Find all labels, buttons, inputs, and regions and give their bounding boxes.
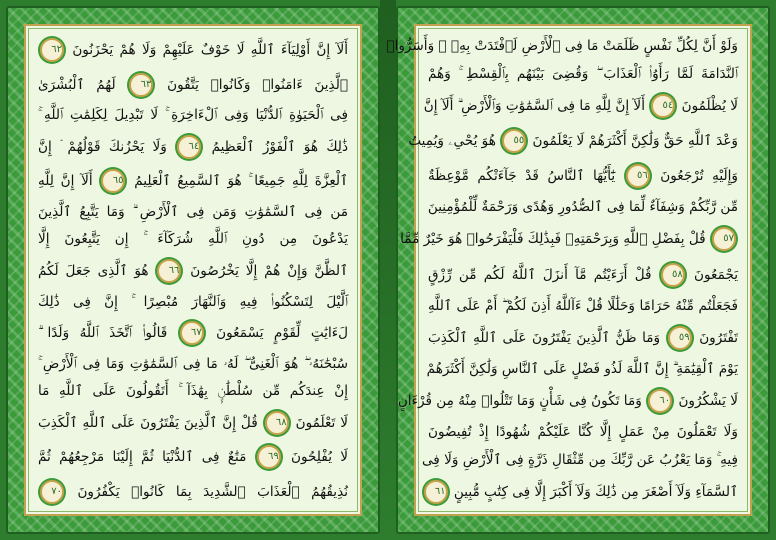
verse-line: مَن فِى ٱلسَّمَٰوَٰتِ وَمَن فِى ٱلْأَرْضِ ۗ وَمَا يَتَّبِعُ ٱلَّذِينَ [38, 203, 348, 220]
ayah-number-marker: ٥٨ [661, 263, 685, 287]
verse-line: مِّن رَّبِّكُمْ وَشِفَآءٌ لِّمَا فِى ٱلصُّدُورِ وَهُدًى وَرَحْمَةٌ لِّلْمُؤْمِنِينَ [427, 199, 738, 216]
verse-line: يَجْمَعُونَ ٥٨ قُلْ أَرَءَيْتُم مَّآ أَنزَلَ ٱللَّهُ لَكُم مِّن رِّزْقٍ [428, 263, 738, 287]
page-gutter [380, 0, 396, 540]
ayah-number-marker: ٥٤ [651, 94, 675, 118]
ayah-number-marker: ٦٧ [180, 321, 204, 345]
ayah-number-marker: ٥٥ [502, 129, 526, 153]
verse-line: وَعْدَ ٱللَّهِ حَقٌّ وَلَٰكِنَّ أَكْثَرَهُمْ لَا يَعْلَمُونَ ٥٥ هُوَ يُحْىِۦ وَيُمِيتُ [428, 129, 738, 153]
verse-line: لَا تَعْلَمُونَ ٦٨ قُلْ إِنَّ ٱلَّذِينَ يَفْتَرُونَ عَلَى ٱللَّهِ ٱلْكَذِبَ [38, 411, 348, 435]
ayah-number-marker: ٥٦ [626, 164, 650, 188]
ayah-number-marker: ٦٦ [157, 259, 181, 283]
verse-line: وَلَوْ أَنَّ لِكُلِّ نَفْسٍ ظَلَمَتْ مَا فِى ٱلْأَرْضِ لَٱفْتَدَتْ بِهِۦ ۗ وَأَسَرُّوا۟ [386, 38, 738, 54]
ayah-number-marker: ٦٨ [265, 411, 289, 435]
verse-line: ٱلَّذِينَ ءَامَنُوا۟ وَكَانُوا۟ يَتَّقُونَ ٦٣ لَهُمُ ٱلْبُشْرَىٰ [38, 73, 348, 97]
verse-line: تَفْتَرُونَ ٥٩ وَمَا ظَنُّ ٱلَّذِينَ يَفْتَرُونَ عَلَى ٱللَّهِ ٱلْكَذِبَ [428, 326, 738, 350]
verse-line: ٥٧ قُلْ بِفَضْلِ ٱللَّهِ وَبِرَحْمَتِهِۦ فَبِذَٰلِكَ فَلْيَفْرَحُوا۟ هُوَ خَيْرٌ مِّمَّا [428, 227, 738, 251]
left-page-frame [6, 6, 380, 534]
ayah-number-marker: ٥٧ [712, 227, 736, 251]
verse-line: لَا يُظْلَمُونَ ٥٤ أَلَآ إِنَّ لِلَّهِ مَا فِى ٱلسَّمَٰوَٰتِ وَٱلْأَرْضِ ۗ أَلَآ إِنَّ [428, 94, 738, 118]
verse-line: ٱلظَّنَّ وَإِنْ هُمْ إِلَّا يَخْرُصُونَ ٦٦ هُوَ ٱلَّذِى جَعَلَ لَكُمُ [38, 259, 348, 283]
ayah-number-marker: ٦٠ [648, 389, 672, 413]
ayah-number-marker: ٦١ [424, 480, 448, 504]
ayah-number-marker: ٦٥ [101, 169, 125, 193]
ayah-number-marker: ٦٣ [129, 73, 153, 97]
verse-line: ٱلَّيْلَ لِتَسْكُنُوا۟ فِيهِ وَٱلنَّهَارَ مُبْصِرًا ۚ إِنَّ فِى ذَٰلِكَ [38, 293, 348, 310]
verse-line: ٱلنَّدَامَةَ لَمَّا رَأَوُا۟ ٱلْعَذَابَ ۖ وَقُضِىَ بَيْنَهُم بِٱلْقِسْطِ ۚ وَهُمْ [428, 66, 738, 83]
verse-line: أَلَآ إِنَّ أَوْلِيَآءَ ٱللَّهِ لَا خَوْفٌ عَلَيْهِمْ وَلَا هُمْ يَحْزَنُونَ ٦٢ [38, 38, 348, 62]
verse-line: ٱلسَّمَآءِ وَلَآ أَصْغَرَ مِن ذَٰلِكَ وَلَآ أَكْبَرَ إِلَّا فِى كِتَٰبٍ مُّبِينٍ ٦١ [428, 480, 738, 504]
verse-line: يَدْعُونَ مِن دُونِ ٱللَّهِ شُرَكَآءَ ۚ إِن يَتَّبِعُونَ إِلَّا [38, 231, 348, 248]
verse-line: إِنْ عِندَكُم مِّن سُلْطَٰنٍۭ بِهَٰذَآ ۚ أَتَقُولُونَ عَلَى ٱللَّهِ مَا [38, 383, 348, 400]
ayah-number-marker: ٦٩ [257, 445, 281, 469]
verse-line: وَإِلَيْهِ تُرْجَعُونَ ٥٦ يَٰٓأَيُّهَا ٱلنَّاسُ قَدْ جَآءَتْكُم مَّوْعِظَةٌ [428, 164, 738, 188]
verse-line: ذَٰلِكَ هُوَ ٱلْفَوْزُ ٱلْعَظِيمُ ٦٤ وَلَا يَحْزُنكَ قَوْلُهُمْ ۘ إِنَّ [38, 135, 348, 159]
ayah-number-marker: ٦٢ [40, 38, 64, 62]
ayah-number-marker: ٥٩ [668, 326, 692, 350]
ayah-number-marker: ٧٠ [40, 480, 64, 504]
verse-line: ٱلْعِزَّةَ لِلَّهِ جَمِيعًا ۚ هُوَ ٱلسَّمِيعُ ٱلْعَلِيمُ ٦٥ أَلَآ إِنَّ لِلَّهِ [38, 169, 348, 193]
left-page-text-area [24, 24, 362, 516]
verse-line: لَا يَشْكُرُونَ ٦٠ وَمَا تَكُونُ فِى شَأْنٍ وَمَا تَتْلُوا۟ مِنْهُ مِن قُرْءَانٍ [428, 389, 738, 413]
verse-line: فَجَعَلْتُم مِّنْهُ حَرَامًا وَحَلَٰلًا قُلْ ءَآللَّهُ أَذِنَ لَكُمْ ۖ أَمْ عَلَى ٱللَّهِ [428, 297, 738, 314]
verse-line: سُبْحَٰنَهُۥ ۖ هُوَ ٱلْغَنِىُّ ۖ لَهُۥ مَا فِى ٱلسَّمَٰوَٰتِ وَمَا فِى ٱلْأَرْضِ ۚ [38, 355, 348, 372]
ayah-number-marker: ٦٤ [177, 135, 201, 159]
verse-line: لَا يُفْلِحُونَ ٦٩ مَتَٰعٌ فِى ٱلدُّنْيَا ثُمَّ إِلَيْنَا مَرْجِعُهُمْ ثُمَّ [38, 445, 348, 469]
verse-line: وَلَا تَعْمَلُونَ مِنْ عَمَلٍ إِلَّا كُنَّا عَلَيْكُمْ شُهُودًا إِذْ تُفِيضُونَ [428, 423, 738, 440]
verse-line: نُذِيقُهُمُ ٱلْعَذَابَ ٱلشَّدِيدَ بِمَا كَانُوا۟ يَكْفُرُونَ ٧٠ [38, 480, 348, 504]
right-page-frame [386, 6, 770, 534]
verse-line: يَوْمَ ٱلْقِيَٰمَةِ ۗ إِنَّ ٱللَّهَ لَذُو فَضْلٍ عَلَى ٱلنَّاسِ وَلَٰكِنَّ أَكْثَرَهُمْ [426, 360, 738, 377]
verse-line: فِيهِ ۚ وَمَا يَعْزُبُ عَن رَّبِّكَ مِن مِّثْقَالِ ذَرَّةٍ فِى ٱلْأَرْضِ وَلَا فِى [421, 451, 738, 468]
verse-line: فِى ٱلْحَيَوٰةِ ٱلدُّنْيَا وَفِى ٱلْءَاخِرَةِ ۚ لَا تَبْدِيلَ لِكَلِمَٰتِ ٱللَّهِ ۚ [38, 107, 348, 124]
right-page-text-area [386, 24, 752, 516]
verse-line: لَءَايَٰتٍ لِّقَوْمٍ يَسْمَعُونَ ٦٧ قَالُوا۟ ٱتَّخَذَ ٱللَّهُ وَلَدًا ۗ [38, 321, 348, 345]
